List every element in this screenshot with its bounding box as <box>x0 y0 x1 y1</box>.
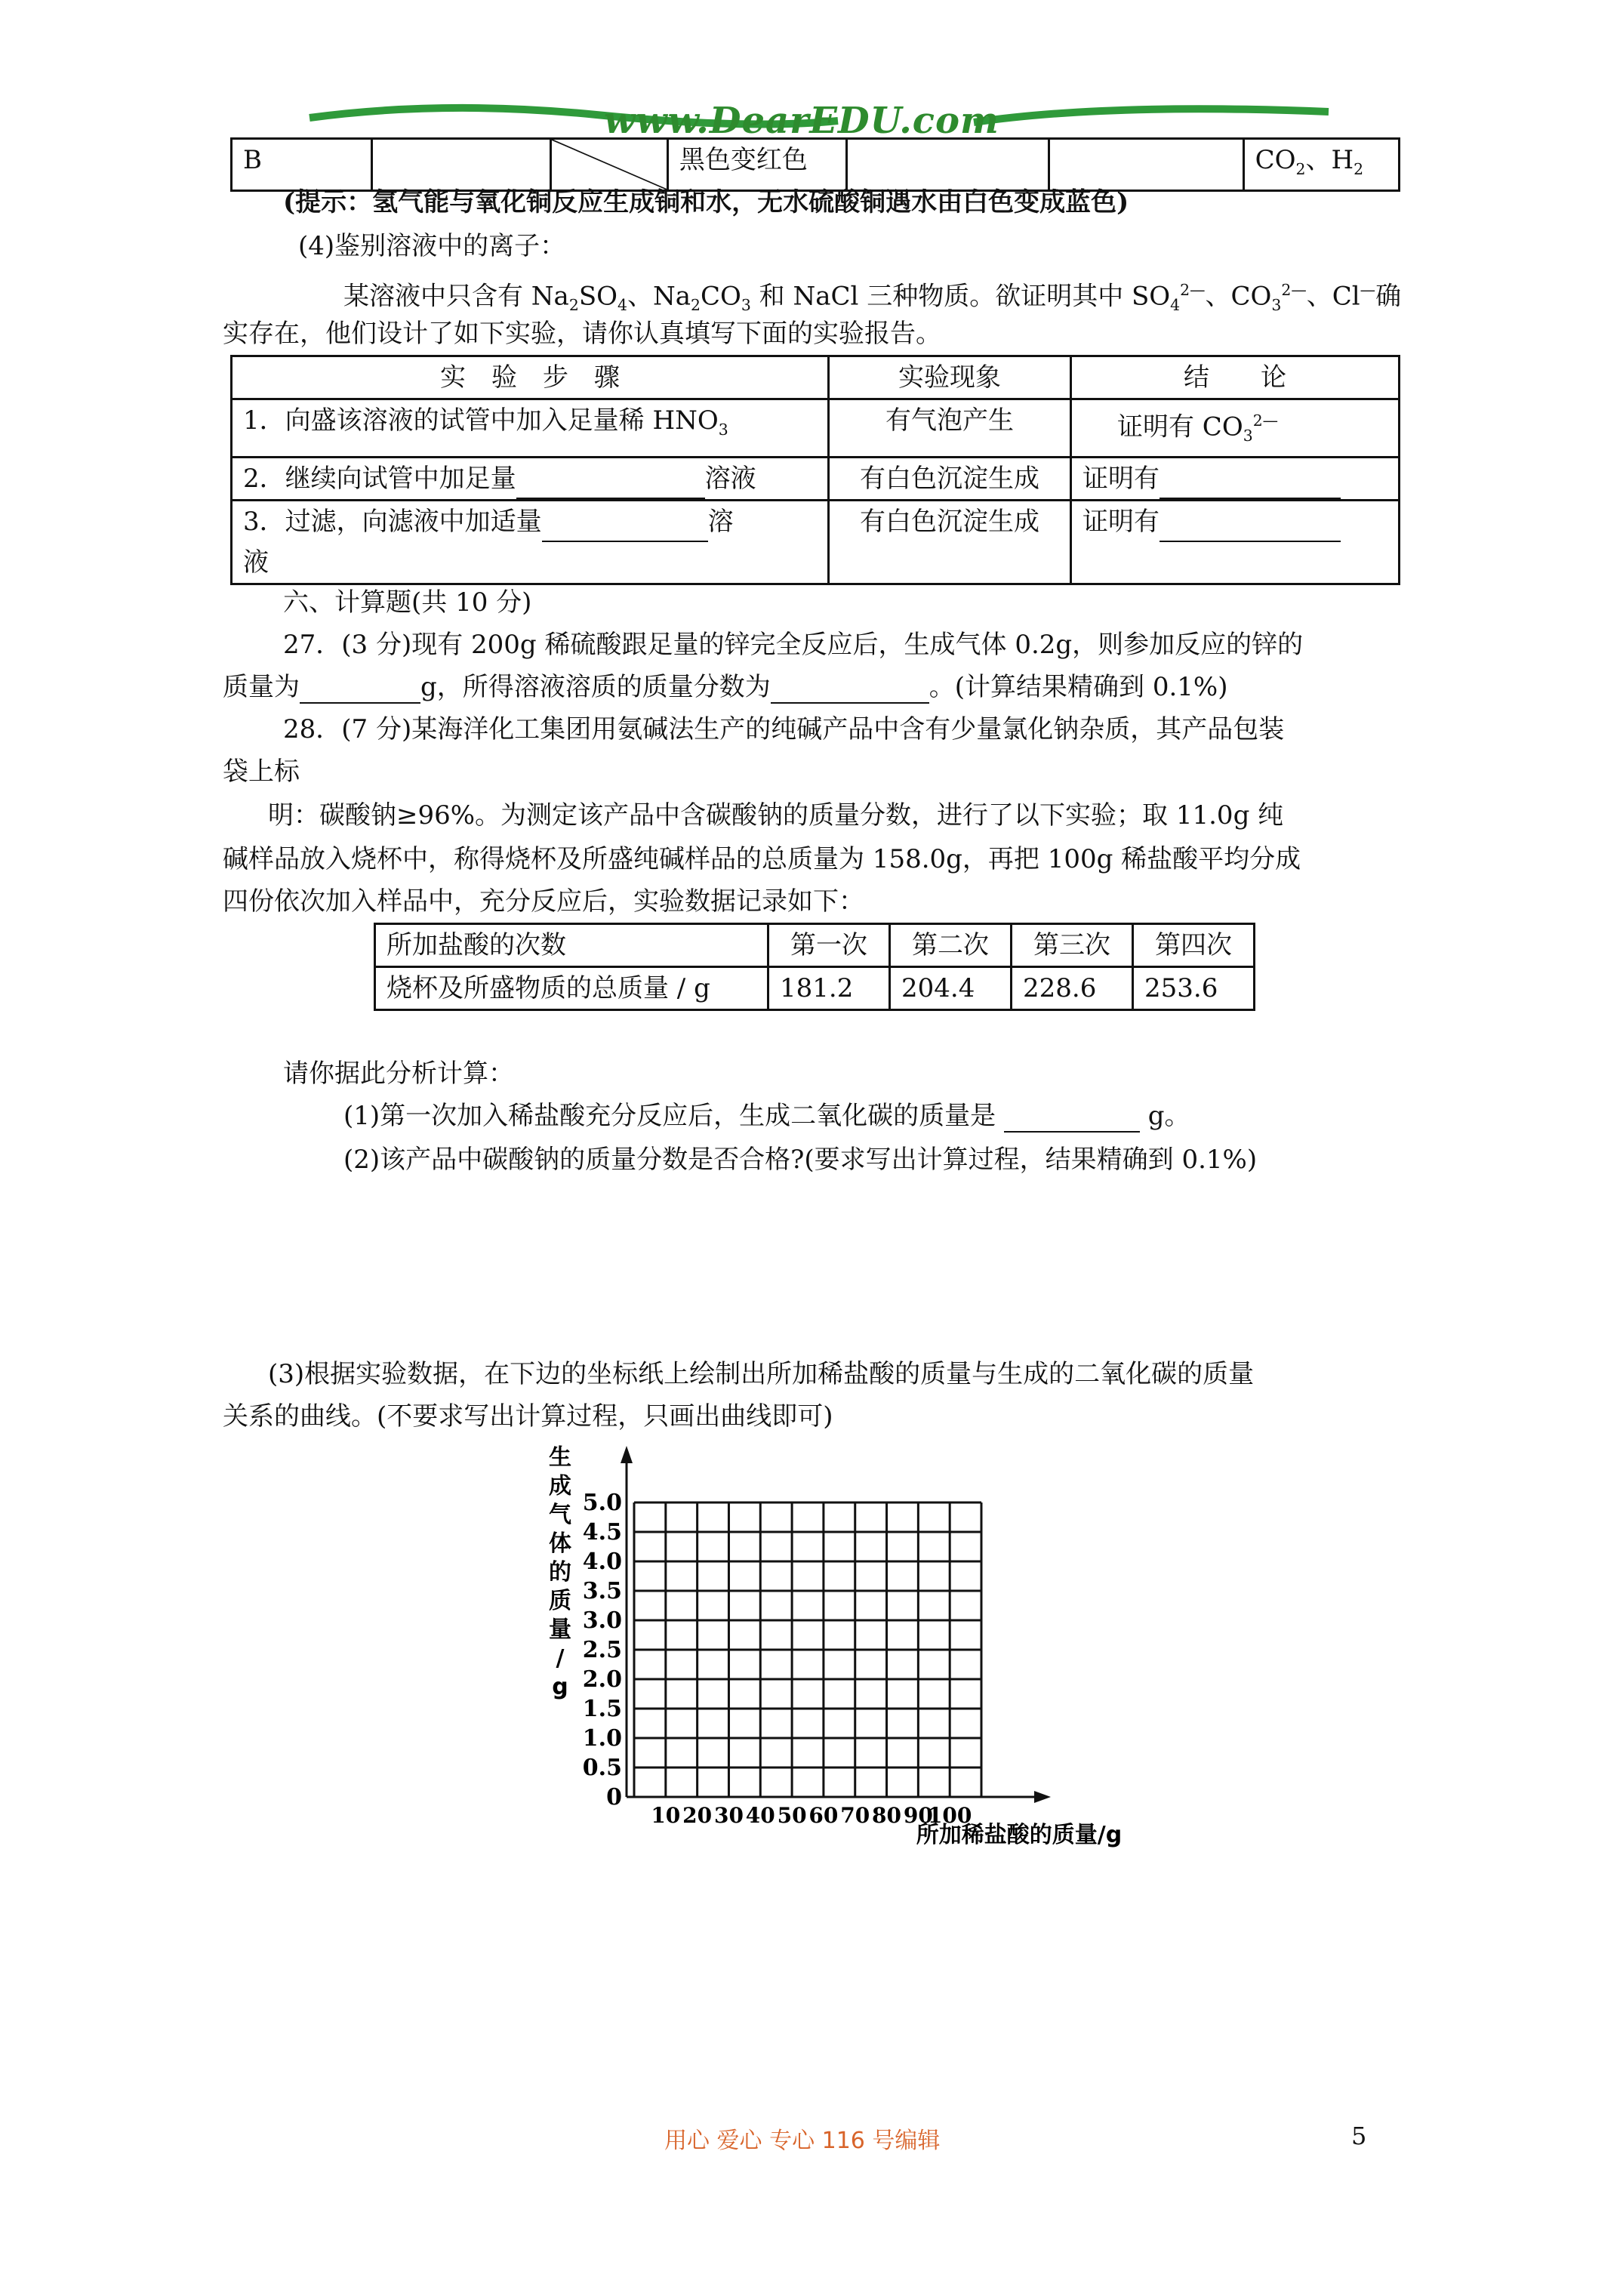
q28-part1: (1)第一次加入稀盐酸充分反应后，生成二氧化碳的质量是 g。 <box>343 1101 1190 1131</box>
hcl-data-table <box>374 923 1255 1011</box>
y-tick-label: 4.5 <box>582 1519 622 1546</box>
hint-text: (提示：氢气能与氧化铜反应生成铜和水，无水硫酸铜遇水由白色变成蓝色) <box>283 187 1129 217</box>
x-tick-label: 100 <box>927 1803 972 1828</box>
answer-blank[interactable] <box>1004 1101 1140 1133</box>
step-cell: 3．过滤，向滤液中加适量 溶 液 <box>232 501 829 584</box>
data-header-cell: 第四次 <box>1133 924 1255 967</box>
answer-blank[interactable] <box>300 672 420 704</box>
y-tick-label: 4.0 <box>582 1549 622 1575</box>
diagonal-line <box>552 140 667 190</box>
q27-line2: 质量为 g，所得溶液溶质的质量分数为 。(计算结果精确到 0.1%) <box>223 672 1228 702</box>
data-cell: 烧杯及所盛物质的总质量 / g <box>375 967 768 1010</box>
y-label-char: 质 <box>549 1588 571 1614</box>
q4-intro-line2: 实存在，他们设计了如下实验，请你认真填写下面的实验报告。 <box>223 319 941 349</box>
x-tick-label: 40 <box>745 1803 775 1828</box>
y-tick-label: 2.0 <box>582 1666 622 1693</box>
q4-title: (4)鉴别溶液中的离子： <box>298 231 566 261</box>
x-tick-label: 30 <box>713 1803 744 1828</box>
answer-blank[interactable] <box>1160 510 1341 542</box>
data-cell: 204.4 <box>890 967 1012 1010</box>
q28-part3-line1: (3)根据实验数据，在下边的坐标纸上绘制出所加稀盐酸的质量与生成的二氧化碳的质量 <box>268 1359 1255 1389</box>
q28-line4: 碱样品放入烧杯中，称得烧杯及所盛纯碱样品的总质量为 158.0g，再把 100g 稀盐酸平均分成 <box>223 844 1301 874</box>
q28-line5: 四份依次加入样品中，充分反应后，实验数据记录如下： <box>223 886 864 917</box>
y-tick-label: 2.5 <box>582 1637 622 1663</box>
prev-cell-6 <box>1049 139 1243 191</box>
x-tick-label: 80 <box>872 1803 902 1828</box>
y-label-char: 生 <box>549 1444 571 1471</box>
q4-intro-line1: 某溶液中只含有 $Na_2SO_4$、$Na_2CO_3$ 和 NaCl 三种物质。欲证明其中 $SO_4^{2—}$、$CO_3^{2—}$、Cl—确 <box>343 281 1402 315</box>
data-cell: 253.6 <box>1133 967 1255 1010</box>
previous-table-row <box>230 137 1400 192</box>
footer-editor-note: 用心 爱心 专心 116 号编辑 <box>664 2128 941 2154</box>
x-tick-label: 90 <box>903 1803 933 1828</box>
x-tick-label: 50 <box>777 1803 807 1828</box>
y-tick-label: 1.0 <box>582 1725 622 1752</box>
x-tick-label: 70 <box>840 1803 870 1828</box>
section-six-heading: 六、计算题(共 10 分) <box>283 587 532 618</box>
prev-cell-4: 黑色变红色 <box>667 139 846 191</box>
prev-cell-3 <box>550 139 667 191</box>
answer-blank[interactable] <box>516 467 705 499</box>
y-label-char: 的 <box>549 1559 571 1586</box>
x-tick-label: 60 <box>808 1803 839 1828</box>
chart-y-axis-label <box>549 1444 571 1700</box>
chart-grid <box>634 1502 981 1797</box>
experiment-report-table <box>230 355 1400 585</box>
phenomenon-cell: 有气泡产生 <box>829 399 1071 458</box>
chart-x-axis-label: 所加稀盐酸的质量/g <box>916 1822 1123 1848</box>
site-logo: www.DearEDU.com <box>604 100 999 142</box>
y-label-char: 体 <box>549 1530 571 1557</box>
conclusion-cell: 证明有 $CO_3^{2—}$ <box>1071 399 1400 458</box>
step-cell: 1．向盛该溶液的试管中加入足量稀 $HNO_3$ <box>232 399 829 458</box>
y-axis-arrow <box>621 1446 633 1463</box>
x-axis-arrow <box>1034 1791 1051 1803</box>
y-tick-label: 0.5 <box>582 1755 622 1781</box>
step-cell: 2．继续向试管中加足量 溶液 <box>232 458 829 501</box>
data-header-cell: 第三次 <box>1012 924 1133 967</box>
q28-ask: 请你据此分析计算： <box>283 1059 514 1089</box>
y-tick-label: 3.0 <box>582 1607 622 1634</box>
y-tick-label: 0 <box>606 1784 622 1811</box>
q27-line1: 27．(3 分)现有 200g 稀硫酸跟足量的锌完全反应后，生成气体 0.2g，则参加反应的锌的 <box>283 630 1304 660</box>
data-header-cell: 所加盐酸的次数 <box>375 924 768 967</box>
page-number: 5 <box>1351 2122 1367 2150</box>
y-label-char: 量 <box>549 1616 571 1643</box>
table-row <box>232 458 1400 501</box>
answer-blank[interactable] <box>1160 467 1341 499</box>
q28-line2: 袋上标 <box>223 757 300 787</box>
prev-cell-1: B <box>232 139 372 191</box>
y-label-char: 气 <box>549 1502 571 1528</box>
y-tick-label: 5.0 <box>582 1490 622 1516</box>
conclusion-cell: 证明有 <box>1071 501 1400 584</box>
y-label-char: 成 <box>549 1473 571 1499</box>
data-header-cell: 第一次 <box>768 924 890 967</box>
chart-y-ticks <box>583 1490 622 1811</box>
coordinate-grid-chart[interactable] <box>544 1442 1123 1865</box>
prev-cell-5 <box>847 139 1049 191</box>
data-cell: 181.2 <box>768 967 890 1010</box>
table-row <box>232 399 1400 458</box>
q28-part2: (2)该产品中碳酸钠的质量分数是否合格?(要求写出计算过程，结果精确到 0.1%) <box>343 1145 1258 1175</box>
chart-axes <box>621 1446 1051 1803</box>
phenomenon-cell: 有白色沉淀生成 <box>829 501 1071 584</box>
q28-part3-line2: 关系的曲线。(不要求写出计算过程，只画出曲线即可) <box>223 1401 833 1432</box>
y-label-char: g <box>552 1674 568 1700</box>
y-label-char: / <box>556 1645 565 1672</box>
prev-cell-7: $CO_2$、$H_2$ <box>1243 139 1399 191</box>
x-tick-label: 20 <box>682 1803 713 1828</box>
prev-cell-2 <box>371 139 550 191</box>
answer-blank[interactable] <box>542 510 708 542</box>
table-row <box>232 501 1400 584</box>
data-header-cell: 第二次 <box>890 924 1012 967</box>
q28-line3: 明：碳酸钠≥96%。为测定该产品中含碳酸钠的质量分数，进行了以下实验；取 11.0g 纯 <box>268 800 1284 831</box>
data-cell: 228.6 <box>1012 967 1133 1010</box>
y-tick-label: 1.5 <box>582 1696 622 1722</box>
col-header-steps: 实 验 步 骤 <box>232 356 829 399</box>
table-row <box>375 967 1255 1010</box>
answer-blank[interactable] <box>771 672 929 704</box>
col-header-conclusion: 结 论 <box>1071 356 1400 399</box>
x-tick-label: 10 <box>651 1803 681 1828</box>
phenomenon-cell: 有白色沉淀生成 <box>829 458 1071 501</box>
q28-line1: 28．(7 分)某海洋化工集团用氨碱法生产的纯碱产品中含有少量氯化钠杂质，其产品包装 <box>283 714 1285 744</box>
conclusion-cell: 证明有 <box>1071 458 1400 501</box>
col-header-phenomenon: 实验现象 <box>829 356 1071 399</box>
y-tick-label: 3.5 <box>582 1578 622 1604</box>
